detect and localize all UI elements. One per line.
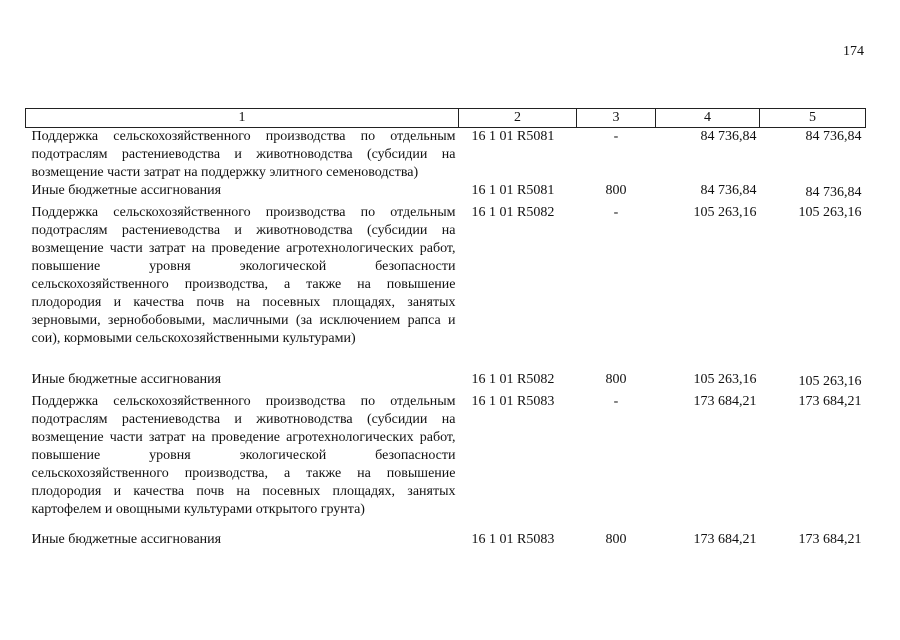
row-code: 16 1 01 R5083 bbox=[471, 394, 555, 409]
row-name: Иные бюджетные ассигнования bbox=[31, 183, 222, 198]
row-col4: 173 684,21 bbox=[693, 532, 757, 547]
row-name-cell bbox=[26, 371, 459, 393]
row-col5: 84 736,84 bbox=[805, 129, 862, 144]
row-col5: 84 736,84 bbox=[805, 185, 862, 200]
page-number: 174 bbox=[843, 44, 864, 59]
row-code: 16 1 01 R5082 bbox=[471, 372, 555, 387]
row-name-cell bbox=[26, 393, 459, 531]
table-row bbox=[26, 371, 866, 393]
header-col-2: 2 bbox=[459, 109, 577, 128]
table-row bbox=[26, 204, 866, 371]
row-col4: 105 263,16 bbox=[693, 205, 757, 220]
row-name-cell bbox=[26, 531, 459, 553]
table-row bbox=[26, 182, 866, 204]
row-col5: 105 263,16 bbox=[798, 374, 862, 389]
row-name-cell bbox=[26, 128, 459, 183]
row-name-cell bbox=[26, 182, 459, 204]
row-name-cell bbox=[26, 204, 459, 371]
row-type: 800 bbox=[605, 532, 627, 547]
row-col4: 105 263,16 bbox=[693, 372, 757, 387]
row-name: Поддержка сельскохозяйственного производства по отдельным подотраслям растениеводства и животноводства (субсидии на возмещение части затрат на проведение агротехнологических работ, повышение уровня экологической безопасности сельскохозяйственного производства, а также на повышение плодородия и качества почв на посевных площадях, занятых картофелем и овощными культурами открытого грунта) bbox=[31, 394, 456, 517]
header-col-4: 4 bbox=[656, 109, 760, 128]
row-type: - bbox=[613, 205, 619, 220]
row-col5: 173 684,21 bbox=[798, 532, 862, 547]
table-header-row bbox=[26, 109, 866, 128]
row-col5: 173 684,21 bbox=[798, 394, 862, 409]
header-col-5: 5 bbox=[760, 109, 866, 128]
row-type: - bbox=[613, 129, 619, 144]
header-col-1: 1 bbox=[26, 109, 459, 128]
row-type: 800 bbox=[605, 183, 627, 198]
budget-table bbox=[25, 108, 866, 553]
table-row bbox=[26, 531, 866, 553]
row-code: 16 1 01 R5082 bbox=[471, 205, 555, 220]
row-col4: 173 684,21 bbox=[693, 394, 757, 409]
row-name: Поддержка сельскохозяйственного производства по отдельным подотраслям растениеводства и животноводства (субсидии на возмещение части затрат на проведение агротехнологических работ, повышение уровня экологической безопасности сельскохозяйственного производства, а также на повышение плодородия и качества почв на посевных площадях, занятых зерновыми, зернобобовыми, масличными (за исключением рапса и сои), кормовыми сельскохозяйственными культурами) bbox=[31, 205, 456, 346]
row-name: Иные бюджетные ассигнования bbox=[31, 532, 222, 547]
header-col-3: 3 bbox=[577, 109, 656, 128]
row-type: - bbox=[613, 394, 619, 409]
row-code: 16 1 01 R5081 bbox=[471, 129, 555, 144]
row-col4: 84 736,84 bbox=[700, 129, 757, 144]
row-name: Иные бюджетные ассигнования bbox=[31, 372, 222, 387]
table-row bbox=[26, 128, 866, 183]
row-code: 16 1 01 R5081 bbox=[471, 183, 555, 198]
row-type: 800 bbox=[605, 372, 627, 387]
row-code: 16 1 01 R5083 bbox=[471, 532, 555, 547]
row-col5: 105 263,16 bbox=[798, 205, 862, 220]
table-row bbox=[26, 393, 866, 531]
row-name: Поддержка сельскохозяйственного производства по отдельным подотраслям растениеводства и животноводства (субсидии на возмещение части затрат на поддержку элитного семеноводства) bbox=[31, 129, 456, 180]
row-col4: 84 736,84 bbox=[700, 183, 757, 198]
